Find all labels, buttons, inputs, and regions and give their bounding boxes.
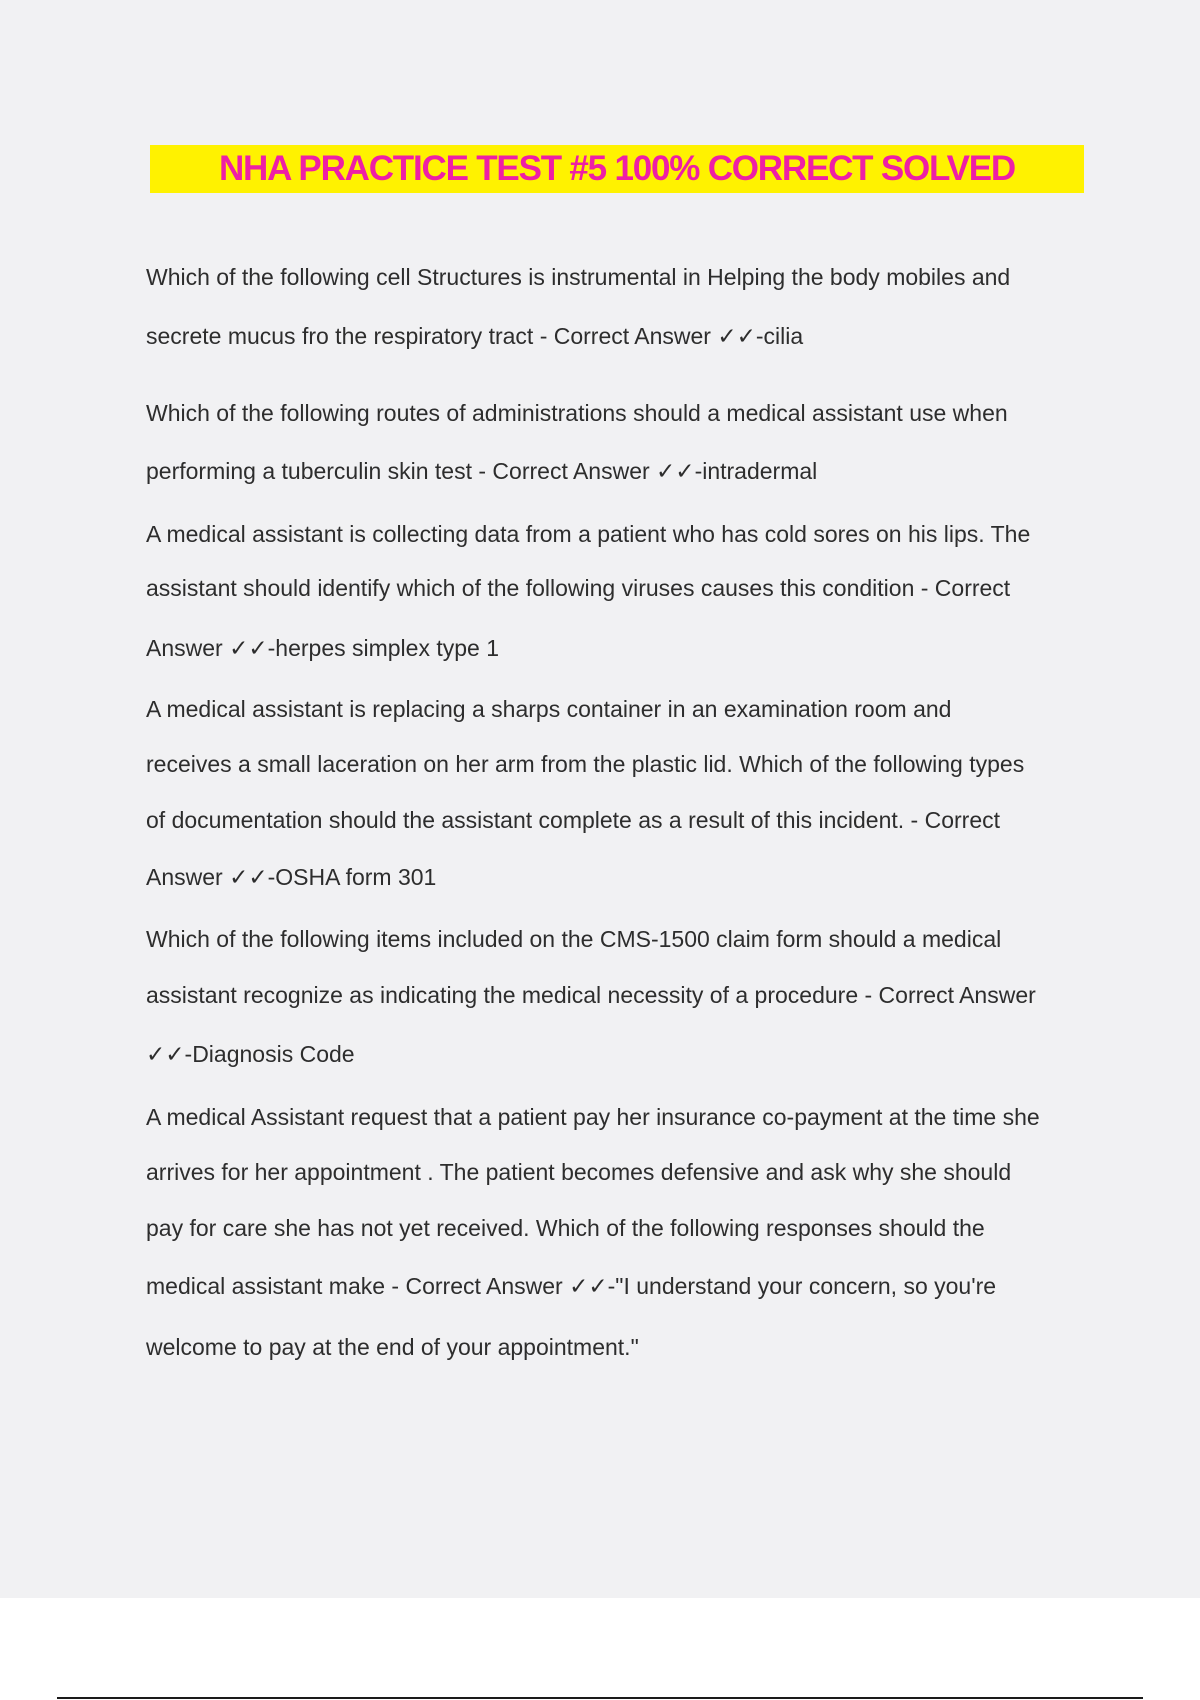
page-title: NHA PRACTICE TEST #5 100% CORRECT SOLVED xyxy=(218,149,1016,188)
question-line: welcome to pay at the end of your appointment." xyxy=(146,1334,639,1360)
question-line: performing a tuberculin skin test - Correct Answer ✓✓-intradermal xyxy=(146,458,818,484)
page-divider xyxy=(57,1697,1143,1699)
question-line: ✓✓-Diagnosis Code xyxy=(146,1041,355,1067)
question-line: assistant recognize as indicating the medical necessity of a procedure - Correct Answer xyxy=(146,982,1036,1008)
question-line: medical assistant make - Correct Answer ✓✓-"I understand your concern, so you're xyxy=(146,1273,997,1299)
question-line: Which of the following routes of administrations should a medical assistant use when xyxy=(146,400,1008,426)
question-line: secrete mucus fro the respiratory tract - Correct Answer ✓✓-cilia xyxy=(146,323,804,349)
question-line: of documentation should the assistant complete as a result of this incident. - Correct xyxy=(146,807,1000,833)
question-line: Which of the following cell Structures is instrumental in Helping the body mobiles and xyxy=(146,264,1011,290)
question-line: Which of the following items included on the CMS-1500 claim form should a medical xyxy=(146,926,1002,952)
question-line: A medical Assistant request that a patient pay her insurance co-payment at the time she xyxy=(146,1104,1040,1130)
question-line: A medical assistant is replacing a sharps container in an examination room and xyxy=(146,696,952,722)
question-line: assistant should identify which of the following viruses causes this condition - Correct xyxy=(146,575,1011,601)
question-line: A medical assistant is collecting data from a patient who has cold sores on his lips. The xyxy=(146,521,1031,547)
question-line: receives a small laceration on her arm from the plastic lid. Which of the following types xyxy=(146,751,1025,777)
question-line: arrives for her appointment . The patient becomes defensive and ask why she should xyxy=(146,1159,1012,1185)
question-line: Answer ✓✓-OSHA form 301 xyxy=(146,864,437,890)
question-line: Answer ✓✓-herpes simplex type 1 xyxy=(146,635,500,661)
question-line: pay for care she has not yet received. Which of the following responses should the xyxy=(146,1215,985,1241)
